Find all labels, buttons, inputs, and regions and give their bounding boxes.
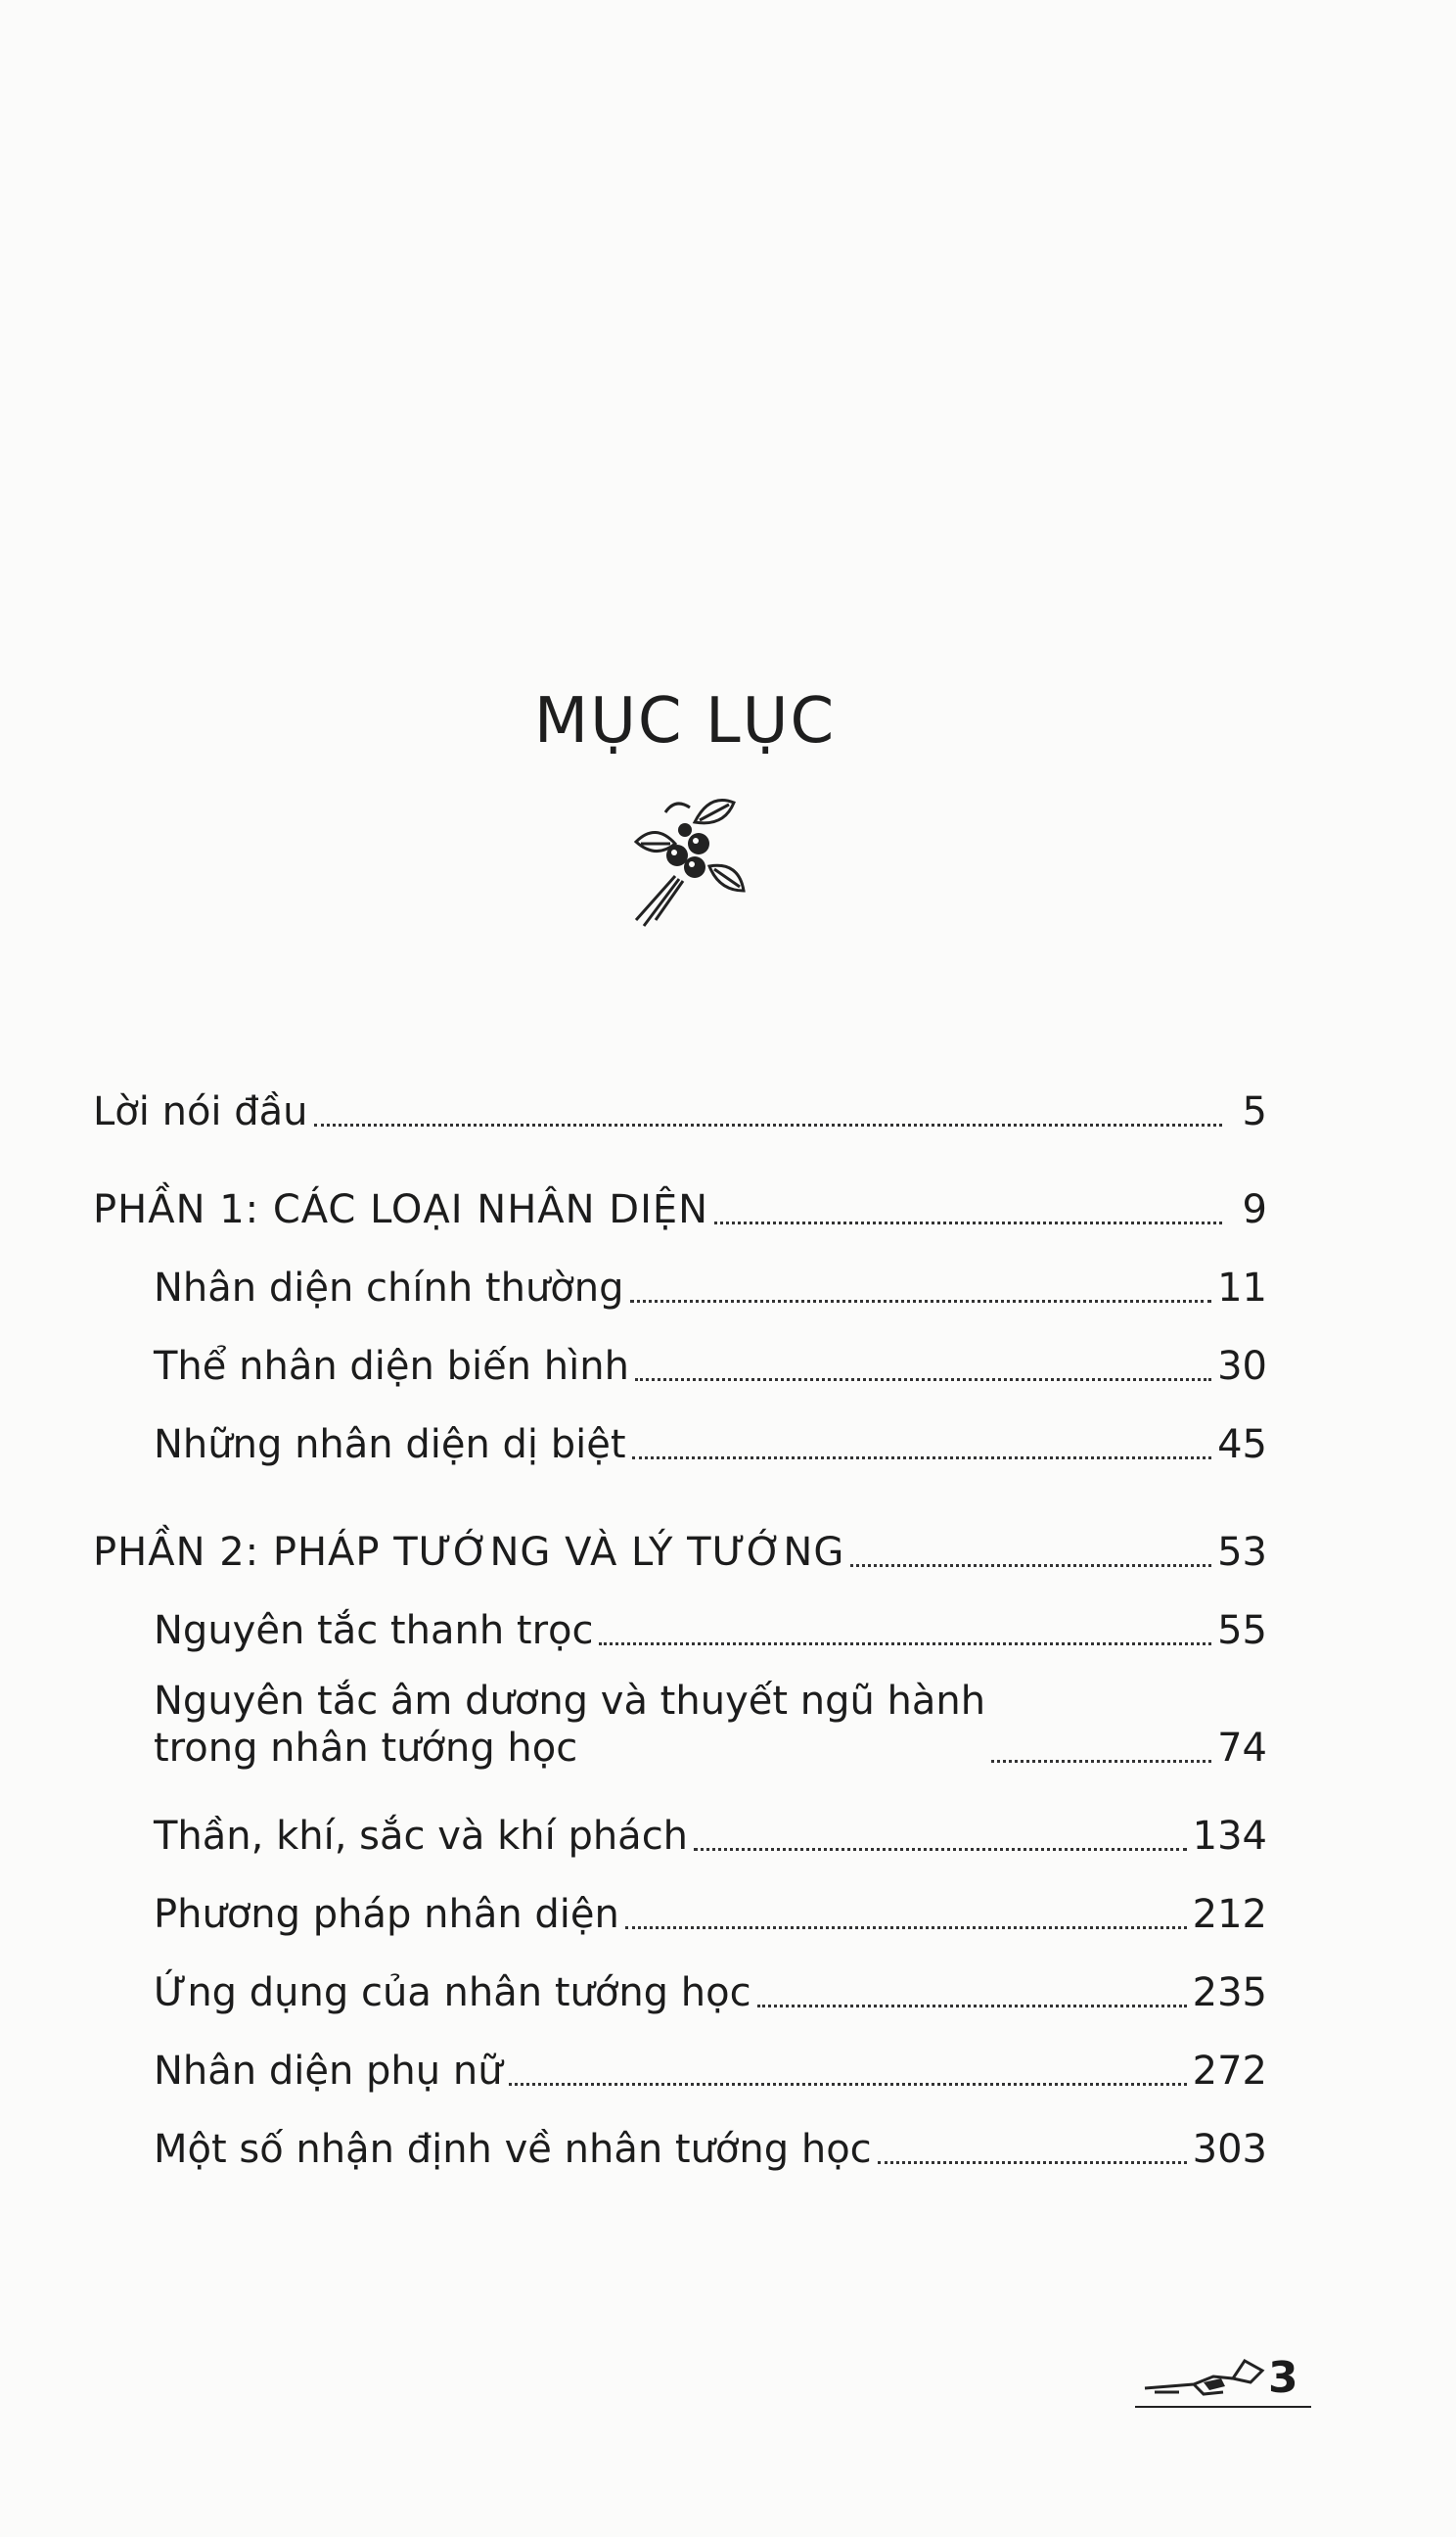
dot-leader (757, 2004, 1187, 2007)
toc-entry-page: 212 (1192, 1892, 1267, 1937)
toc-entry-nguyen-tac-am-duong[interactable] (154, 1644, 1267, 1772)
toc-entry-loi-noi-dau[interactable] (93, 1057, 1267, 1135)
toc-entry-label: Phương pháp nhân diện (154, 1892, 619, 1937)
toc-entry-page: 5 (1242, 1089, 1267, 1134)
toc-entry-label: PHẦN 2: PHÁP TƯỚNG VÀ LÝ TƯỚNG (93, 1530, 845, 1575)
footer-rule (1135, 2406, 1311, 2408)
toc-entry-page: 74 (1217, 1726, 1267, 1771)
dot-leader (630, 1299, 1212, 1303)
toc-entry-label-wrap (154, 1678, 985, 1772)
toc-entry-label: Ứng dụng của nhân tướng học (154, 1970, 751, 2015)
flower-bouquet-icon (616, 783, 763, 930)
dot-leader (694, 1847, 1187, 1851)
toc-entry-label: PHẦN 1: CÁC LOẠI NHÂN DIỆN (93, 1187, 709, 1232)
dot-leader (635, 1377, 1211, 1381)
hand-drawn-bird-icon (1135, 2349, 1331, 2427)
page-number: 3 (1268, 2353, 1298, 2403)
toc-entry-phuong-phap-nhan-dien[interactable] (154, 1860, 1267, 1938)
toc-entry-page: 272 (1192, 2049, 1267, 2094)
toc-entry-label-line2: trong nhân tướng học (154, 1726, 578, 1771)
toc-entry-page: 303 (1192, 2127, 1267, 2172)
dot-leader (625, 1925, 1187, 1929)
toc-entry-mot-so-nhan-dinh[interactable] (154, 2095, 1267, 2173)
dot-leader (714, 1221, 1222, 1224)
toc-entry-nhan-dien-chinh-thuong[interactable] (154, 1233, 1267, 1312)
toc-entry-label: Những nhân diện dị biệt (154, 1422, 626, 1467)
toc-entry-label: Nguyên tắc thanh trọc (154, 1608, 594, 1653)
toc-entry-page: 9 (1242, 1187, 1267, 1232)
toc-entry-than-khi-sac[interactable] (154, 1781, 1267, 1860)
toc-entry-label: Một số nhận định về nhân tướng học (154, 2127, 872, 2172)
toc-entry-page: 235 (1192, 1970, 1267, 2015)
page-title: MỤC LỤC (533, 685, 837, 758)
toc-entry-label-line1: Nguyên tắc âm dương và thuyết ngũ hành (154, 1679, 986, 1724)
toc-entry-page: 53 (1217, 1530, 1267, 1575)
toc-entry-phan-2[interactable] (93, 1498, 1267, 1576)
toc-entry-phan-1[interactable] (93, 1155, 1267, 1233)
toc-entry-ung-dung[interactable] (154, 1938, 1267, 2016)
toc-entry-label: Thể nhân diện biến hình (154, 1344, 629, 1389)
dot-leader (991, 1759, 1211, 1763)
toc-entry-page: 55 (1217, 1608, 1267, 1653)
dot-leader (314, 1123, 1223, 1127)
dot-leader (850, 1563, 1211, 1567)
toc-entry-nguyen-tac-thanh-troc[interactable] (154, 1576, 1267, 1654)
toc-entry-label: Nhân diện phụ nữ (154, 2049, 503, 2094)
toc-entry-label: Nhân diện chính thường (154, 1266, 624, 1311)
toc-entry-label: Thần, khí, sắc và khí phách (154, 1814, 689, 1859)
toc-entry-page: 134 (1192, 1814, 1267, 1859)
toc-entry-page: 11 (1217, 1266, 1267, 1311)
toc-entry-page: 45 (1217, 1422, 1267, 1467)
toc-entry-the-nhan-dien-bien-hinh[interactable] (154, 1312, 1267, 1390)
dot-leader (509, 2082, 1187, 2086)
dot-leader (878, 2160, 1187, 2164)
toc-entry-page: 30 (1217, 1344, 1267, 1389)
toc-entry-nhan-dien-phu-nu[interactable] (154, 2016, 1267, 2095)
toc-entry-nhung-nhan-dien-di-biet[interactable] (154, 1390, 1267, 1468)
toc-entry-label: Lời nói đầu (93, 1089, 308, 1134)
dot-leader (632, 1455, 1212, 1459)
